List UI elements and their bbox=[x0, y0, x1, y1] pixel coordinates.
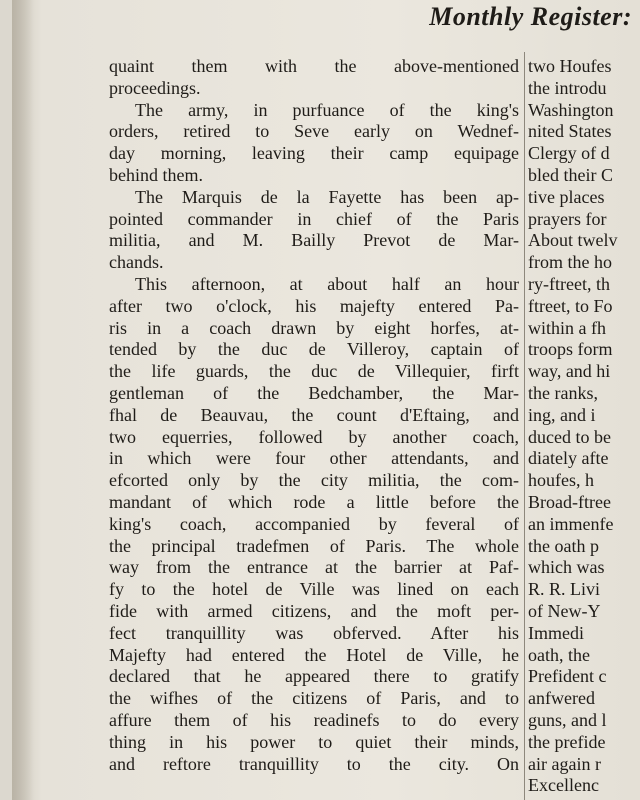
right-column-line: Prefident c bbox=[528, 666, 607, 687]
right-column-line: ry-ftreet, th bbox=[528, 273, 610, 294]
left-column-line: fy to the hotel de Ville was lined on each bbox=[109, 579, 519, 600]
left-column-line: fide with armed citizens, and the moft per- bbox=[109, 600, 519, 621]
right-column-line: the prefide bbox=[528, 731, 606, 752]
right-column-line: anfwered bbox=[528, 688, 595, 709]
right-column-line: nited States bbox=[528, 121, 612, 142]
right-column bbox=[528, 56, 640, 800]
right-column-line: ftreet, to Fo bbox=[528, 295, 613, 316]
page-fold-shadow bbox=[12, 0, 34, 800]
right-column-line: Broad-ftree bbox=[528, 491, 611, 512]
left-column-line: behind them. bbox=[109, 164, 203, 185]
right-column-line: which was bbox=[528, 557, 605, 578]
right-column-line: oath, the bbox=[528, 644, 590, 665]
left-column-line: the life guards, the duc de Villequier, firft bbox=[109, 361, 519, 382]
left-column-line: in which were four other attendants, and bbox=[109, 448, 519, 469]
left-column-line: pointed commander in chief of the Paris bbox=[109, 208, 519, 229]
right-column-line: houfes, h bbox=[528, 470, 594, 491]
right-column-line: duced to be bbox=[528, 426, 611, 447]
right-column-line: Clergy of d bbox=[528, 143, 610, 164]
column-rule bbox=[524, 52, 525, 800]
left-column-line: proceedings. bbox=[109, 77, 201, 98]
left-column-line: efcorted only by the city militia, the com- bbox=[109, 470, 519, 491]
left-column bbox=[109, 56, 519, 800]
right-column-line: Washington bbox=[528, 99, 614, 120]
right-column-line: an immenfe bbox=[528, 513, 614, 534]
left-column-line: and reftore tranquillity to the city. On bbox=[109, 753, 519, 774]
left-column-line: The Marquis de la Fayette has been ap- bbox=[135, 186, 519, 207]
left-column-line: gentleman of the Bedchamber, the Mar- bbox=[109, 382, 519, 403]
right-column-line: from the ho bbox=[528, 252, 612, 273]
left-column-line: mandant of which rode a little before the bbox=[109, 491, 519, 512]
left-column-line: Majefty had entered the Hotel de Ville, he bbox=[109, 644, 519, 665]
right-column-line: ing, and i bbox=[528, 404, 596, 425]
right-column-line: bled their C bbox=[528, 164, 613, 185]
left-column-line: militia, and M. Bailly Prevot de Mar- bbox=[109, 230, 519, 251]
left-column-line: king's coach, accompanied by feveral of bbox=[109, 513, 519, 534]
right-column-line: the introdu bbox=[528, 77, 607, 98]
right-column-line: two Houfes bbox=[528, 56, 612, 76]
right-column-line: the oath p bbox=[528, 535, 599, 556]
left-column-line: chands. bbox=[109, 252, 164, 273]
right-column-line: within a fh bbox=[528, 317, 606, 338]
right-column-line: Immedi bbox=[528, 622, 584, 643]
left-column-line: after two o'clock, his majefty entered Pa- bbox=[109, 295, 519, 316]
left-column-line: thing in his power to quiet their minds, bbox=[109, 731, 519, 752]
right-column-line: the ranks, bbox=[528, 382, 598, 403]
left-column-line: affure them of his readinefs to do every bbox=[109, 709, 519, 730]
right-column-line: troops form bbox=[528, 339, 613, 360]
right-column-line: air again r bbox=[528, 753, 601, 774]
left-column-line: ris in a coach drawn by eight horfes, at- bbox=[109, 317, 519, 338]
left-column-line: the principal tradefmen of Paris. The whole bbox=[109, 535, 519, 556]
newspaper-page bbox=[12, 0, 640, 800]
right-column-line: tive places bbox=[528, 186, 605, 207]
right-column-line: R. R. Livi bbox=[528, 579, 601, 600]
left-column-line: The army, in purfuance of the king's bbox=[135, 99, 519, 120]
right-column-line: guns, and l bbox=[528, 709, 607, 730]
left-column-line: This afternoon, at about half an hour bbox=[135, 273, 519, 294]
left-column-line: tended by the duc de Villeroy, captain of bbox=[109, 339, 519, 360]
left-column-line: quaint them with the above-mentioned bbox=[109, 56, 519, 76]
left-column-line: declared that he appeared there to gratify bbox=[109, 666, 519, 687]
left-column-line: fect tranquillity was obferved. After his bbox=[109, 622, 519, 643]
left-column-line: fhal de Beauvau, the count d'Eftaing, and bbox=[109, 404, 519, 425]
left-column-line: the wifhes of the citizens of Paris, and to bbox=[109, 688, 519, 709]
right-column-line: diately afte bbox=[528, 448, 609, 469]
running-head: Monthly Register: bbox=[429, 2, 632, 31]
right-column-line: way, and hi bbox=[528, 361, 611, 382]
left-column-line: day morning, leaving their camp equipage bbox=[109, 143, 519, 164]
right-column-line: Excellenc bbox=[528, 775, 599, 796]
left-column-line: two equerries, followed by another coach, bbox=[109, 426, 519, 447]
right-column-line: prayers for bbox=[528, 208, 607, 229]
right-column-line: of New-Y bbox=[528, 600, 601, 621]
left-column-line: orders, retired to Seve early on Wednef- bbox=[109, 121, 519, 142]
left-column-line: way from the entrance at the barrier at Paf- bbox=[109, 557, 519, 578]
right-column-line: About twelv bbox=[528, 230, 618, 251]
